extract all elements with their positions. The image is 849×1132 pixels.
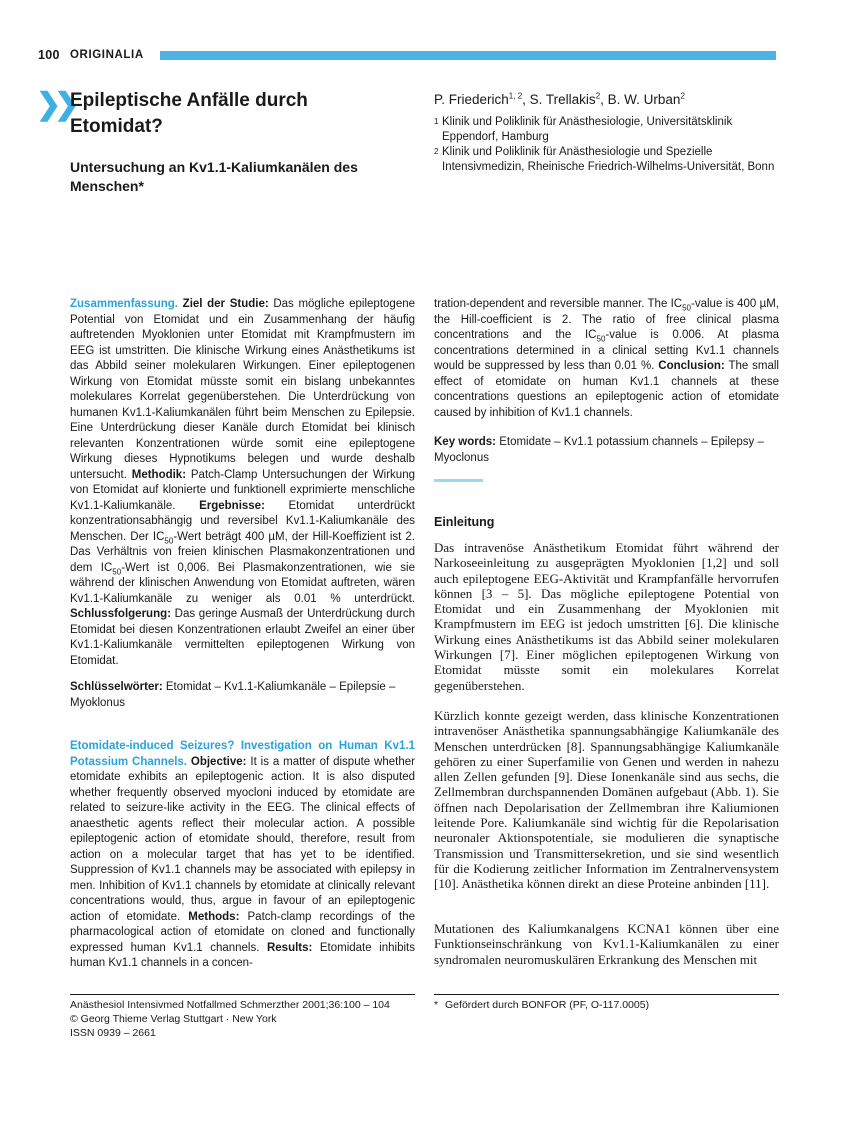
citation-block	[70, 998, 415, 1040]
method-label: Methodik:	[131, 468, 187, 481]
method-text: Patch-Clamp Untersuchungen der Wirkung von Etomidat auf klonierte und funktionell exprimierte menschliche Kv1.1-Kaliumkanäle.	[70, 468, 415, 512]
abstract-english-continued	[434, 297, 779, 421]
section-heading: Einleitung	[434, 515, 495, 529]
body-paragraph	[434, 921, 779, 967]
article-title: Epileptische Anfälle durch Etomidat?	[70, 90, 308, 137]
results-text: -Wert ist 0,006. Bei Plasmakonzentrationen, wie sie während der klinischen Anwendung von Etomidat auftreten, wären Kv1.1-Kaliumkanäle zu weniger als 0.01 % unterdrückt.	[70, 561, 415, 605]
abstract-english	[70, 739, 415, 972]
keywords-english	[434, 435, 779, 466]
results-label: Results:	[266, 941, 313, 954]
results-text: Etomidat unterdrückt konzentrationsabhängig und reversibel Kv1.1-Kaliumkanäle des Menschen. Der IC	[70, 499, 415, 543]
footnote-marker: *	[434, 999, 439, 1011]
objective-label: Objective:	[190, 755, 247, 768]
author-separator: ,	[600, 92, 608, 107]
subscript: 50	[682, 303, 692, 313]
author-affiliation-ref: 1, 2	[508, 91, 523, 101]
results-text: -value is 0.006. At plasma concentrations determined in a clinical setting Kv1.1 channels would be suppressed by less than 0.01 %.	[434, 329, 779, 372]
author-name: P. Friederich	[434, 92, 509, 107]
author-affiliation-ref: 2	[595, 91, 601, 101]
abstract-english-heading: Etomidate-induced Seizures? Investigation on Human Kv1.1 Potassium Channels.	[70, 740, 415, 768]
footer-rule	[70, 994, 415, 995]
abstract-german-text	[70, 297, 415, 669]
conclusion-label: Conclusion:	[658, 360, 725, 372]
results-text: Etomidate inhibits human Kv1.1 channels in a concen-	[70, 941, 415, 969]
citation-line: © Georg Thieme Verlag Stuttgart · New York	[70, 1013, 277, 1025]
author-name: B. W. Urban	[607, 92, 681, 107]
keywords-text: Etomidat – Kv1.1-Kaliumkanäle – Epilepsie – Myoklonus	[70, 681, 396, 709]
aim-text: Das mögliche epileptogene Potential von Etomidat und ein Zusammenhang der häufig auftretenden Myoklonien unter Etomidat mit Krampfmustern im EEG ist umstritten. Die klinische Wirkung eines Anästhetikums ist das Abbild seiner molekularen Wirkungen. Einer epileptogenen Wirkung von Etomidat müsste somit ein bislang unbekanntes molekulares Korrelat gegenüberstehen. Die Unterdrückung von humanen Kv1.1-Kaliumkanälen führt beim Menschen zu Epilepsie. Eine Unterdrückung dieser Kanäle durch Etomidat bei klinisch relevanten Konzentrationen würde somit eine epileptogene Wirkung dieses Hypnotikums belegen und wurde deshalb untersucht.	[70, 298, 416, 481]
abstract-heading: Zusammenfassung.	[70, 298, 178, 310]
author-name: S. Trellakis	[529, 92, 596, 107]
separator-bar	[434, 479, 483, 482]
paragraph-text: Mutationen des Kaliumkanalgens KCNA1 können über eine Funktionseinschränkung von Kv1.1-Kaliumkanälen zu einer syndromalen neuromuskulären Erkrankung des Menschen mit	[434, 921, 779, 967]
abstract-english-text	[434, 297, 779, 421]
footnote-rule	[434, 994, 779, 995]
abstract-english-text	[70, 739, 415, 972]
header-bar	[160, 51, 776, 60]
author-list	[434, 92, 685, 107]
affiliation-number: 1	[434, 117, 439, 126]
paragraph-text: Das intravenöse Anästhetikum Etomidat führt während der Narkoseeinleitung zu ausgeprägten Myoklonien [1,2] und soll auch epileptogene EEG-Aktivität und Krampfanfälle hervorrufen können [3 – 5]. Das mögliche epileptogene Potential von Etomidat und ein Zusammenhang der Myoklonien mit Krampfmustern im EEG ist jedoch umstritten [6]. Die klinische Wirkung eines Anästhetikums ist das Abbild seiner molekularen Wirkungen [7]. Einer möglichen epileptogenen Wirkung von Etomidat müsste somit ein molekulares Korrelat gegenüberstehen.	[434, 540, 779, 693]
subscript: 50	[164, 535, 174, 545]
keywords-text: Etomidate – Kv1.1 potassium channels – Epilepsy – Myoclonus	[434, 436, 764, 464]
citation-line: ISSN 0939 – 2661	[70, 1027, 156, 1039]
subscript: 50	[112, 566, 122, 576]
author-separator: ,	[522, 92, 530, 107]
page-number: 100	[38, 48, 60, 62]
keywords-label: Schlüsselwörter:	[70, 681, 163, 693]
affiliation-number: 2	[434, 147, 439, 156]
results-text: tration-dependent and reversible manner. The IC	[434, 298, 683, 310]
chevron-icon: ❯❯	[36, 88, 73, 121]
conclusion-text: The small effect of etomidate on human Kv1.1 channels at these concentrations questions an epileptogenic action of etomidate caused by inhibition of Kv1.1 channels.	[434, 360, 779, 419]
abstract-german	[70, 297, 415, 669]
objective-text: It is a matter of dispute whether etomidate exhibits an epileptogenic action. It is also disputed whether frequently observed myocloni induced by etomidate are related to seizure-like activity in the EEG. The clinical effects of anaesthetic agents reflect their molecular action. A possible epileptogenic action of etomidate should, therefore, result from action on a molecular target that has yet to be identified. Suppression of Kv1.1 channels may be associated with epilepsy in men. Inhibition of Kv1.1 channels by etomidate at clinically relevant concentrations would, thus, argue in favour of an epileptogenic action of etomidate.	[70, 755, 415, 923]
conclusion-text: Das geringe Ausmaß der Unterdrückung durch Etomidat bei diesen Konzentrationen erlaubt Zweifel an einer über Kv1.1-Kaliumkanäle vermittelten epileptogenen Wirkung von Etomidat.	[70, 608, 415, 667]
keywords-label: Key words:	[434, 436, 496, 448]
affiliation	[434, 115, 779, 145]
citation-line: Anästhesiol Intensivmed Notfallmed Schmerzther 2001;36:100 – 104	[70, 999, 390, 1011]
body-paragraph	[434, 540, 779, 693]
author-affiliation-ref: 2	[680, 91, 685, 101]
body-paragraph	[434, 708, 779, 892]
subscript: 50	[596, 334, 606, 344]
conclusion-label: Schlussfolgerung:	[70, 608, 171, 620]
results-label: Ergebnisse:	[199, 499, 265, 512]
paragraph-text: Kürzlich konnte gezeigt werden, dass klinische Konzentrationen intravenöser Anästhetika spannungsabhängige Kaliumkanäle des Menschen unterdrücken [8]. Spannungsabhängige Kaliumkanäle gehören zu einer Superfamilie von Genen und werden in nahezu allen Zellen gefunden [9]. Diese Ionenkanäle sind aus sechs, die Zellmembran durchspannenden Domänen aufgebaut (Abb. 1). Sie öffnen nach Depolarisation der Zellmembran ihre Kaliumionen leitende Pore. Kaliumkanäle sind wichtig für die Repolarisation neuronaler Aktionspotentiale, sie modulieren die synaptische Transmission und Transmittersekretion, und sie sind wesentlich für die Kodierung zeitlicher Information im Zentralnervensystem [10]. Anästhetika können direkt an diese Proteine anbinden [11].	[434, 708, 779, 892]
methods-label: Methods:	[188, 910, 240, 923]
results-text: -value is 400 µM, the Hill-coefficient is 2. The ratio of free clinical plasma concentrations and the IC	[434, 298, 779, 341]
aim-label: Ziel der Studie:	[182, 298, 269, 310]
section-label: ORIGINALIA	[70, 49, 144, 61]
footnote-text: Gefördert durch BONFOR (PF, O-117.0005)	[445, 999, 650, 1011]
methods-text: Patch-clamp recordings of the pharmacological action of etomidate on cloned and functionally expressed human Kv1.1 channels.	[70, 910, 415, 954]
article-subtitle: Untersuchung an Kv1.1-Kaliumkanälen des Menschen*	[70, 159, 358, 194]
affiliation	[434, 145, 779, 175]
affiliation-text: Klinik und Poliklinik für Anästhesiologie, Universitätsklinik Eppendorf, Hamburg	[442, 116, 733, 143]
results-text: -Wert beträgt 400 µM, der Hill-Koeffizient ist 2. Das Verhältnis von freien klinischen Plasmakonzentrationen und dem IC	[70, 530, 415, 574]
affiliation-text: Klinik und Poliklinik für Anästhesiologie und Spezielle Intensivmedizin, Rheinische Friedrich-Wilhelms-Universität, Bonn	[442, 146, 775, 173]
keywords-german	[70, 680, 415, 711]
funding-footnote	[434, 998, 779, 1012]
